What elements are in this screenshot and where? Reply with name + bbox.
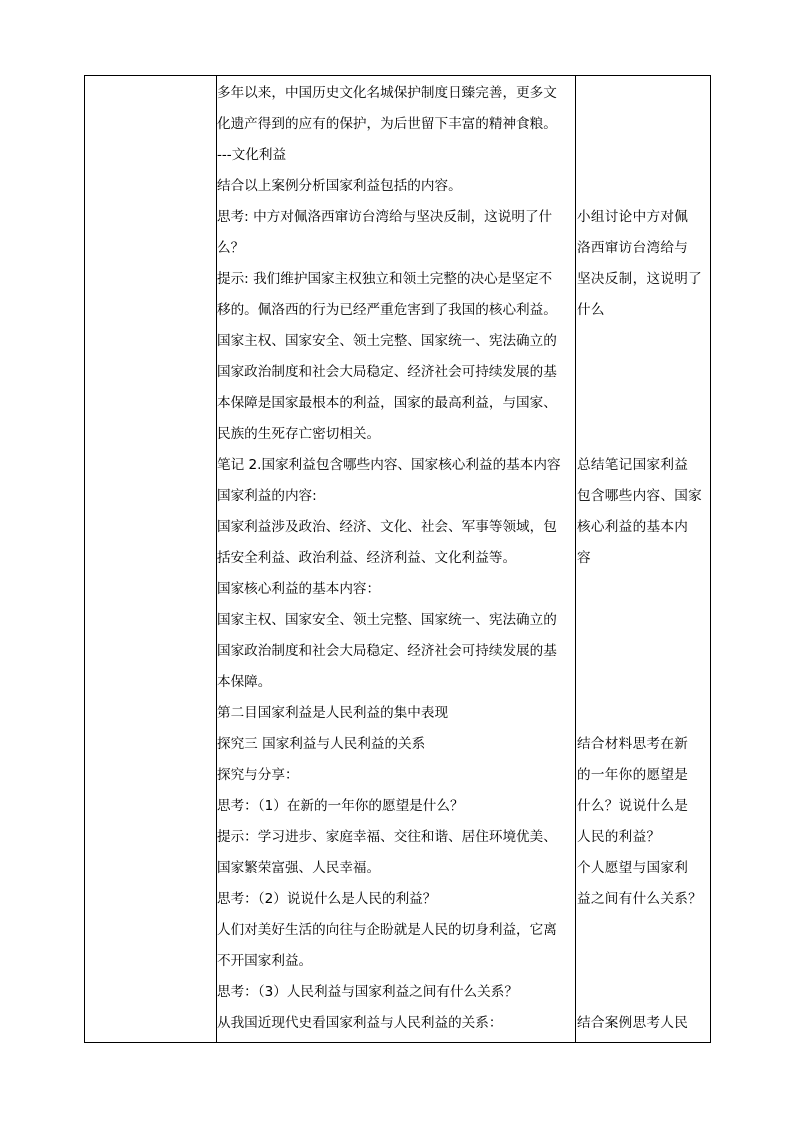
content-line: 化遗产得到的应有的保护，为后世留下丰富的精神食粮。 [217,116,557,132]
activity-line: 益之间有什么关系？ [577,891,703,907]
content-line: 不开国家利益。 [217,953,313,969]
content-line: 从我国近现代史看国家利益与人民利益的关系： [217,1015,503,1031]
content-line: 国家主权、国家安全、领土完整、国家统一、宪法确立的 [217,612,557,628]
content-line: 国家利益的内容: [217,488,317,504]
content-line: 么？ [217,240,245,256]
activity-line: 坚决反制，这说明了 [577,271,703,287]
content-line: 国家主权、国家安全、领土完整、国家统一、宪法确立的 [217,333,557,349]
content-line: 多年以来，中国历史文化名城保护制度日臻完善，更多文 [217,85,557,101]
activity-line: 总结笔记国家利益 [577,457,689,473]
content-line: 国家繁荣富强、人民幸福。 [217,860,381,876]
content-line: 国家政治制度和社会大局稳定、经济社会可持续发展的基 [217,643,557,659]
content-line: 民族的生死存亡密切相关。 [217,426,381,442]
content-line: 国家政治制度和社会大局稳定、经济社会可持续发展的基 [217,364,557,380]
content-line: 探究三 国家利益与人民利益的关系 [217,736,426,752]
lesson-table [84,75,711,1043]
content-line: 思考：（3）人民利益与国家利益之间有什么关系？ [217,984,518,1000]
activity-line: 的一年你的愿望是 [577,767,689,783]
student-activity-column [577,76,712,1042]
activity-line: 人民的利益？ [577,829,661,845]
content-line: 移的。佩洛西的行为已经严重危害到了我国的核心利益。 [217,302,557,318]
activity-line: 容 [577,550,591,566]
content-line: 思考: 中方对佩洛西窜访台湾给与坚决反制，这说明了什 [217,209,553,225]
content-line: 思考：（2）说说什么是人民的利益？ [217,891,437,907]
content-line: 括安全利益、政治利益、经济利益、文化利益等。 [217,550,517,566]
content-line: 本保障。 [217,674,272,690]
activity-line: 核心利益的基本内 [577,519,689,535]
column-divider-right [575,76,576,1042]
content-line: ---文化利益 [217,147,287,163]
activity-line: 什么 [577,302,605,318]
content-line: 本保障是国家最根本的利益，国家的最高利益，与国家、 [217,395,557,411]
content-line: 国家核心利益的基本内容： [217,581,381,597]
content-line: 笔记 2.国家利益包含哪些内容、国家核心利益的基本内容 [217,457,561,473]
content-line: 结合以上案例分析国家利益包括的内容。 [217,178,462,194]
content-line: 探究与分享： [217,767,299,783]
content-line: 第二目国家利益是人民利益的集中表现 [217,705,449,721]
content-line: 提示: 我们维护国家主权独立和领土完整的决心是坚定不 [217,271,553,287]
activity-line: 什么？说说什么是 [577,798,689,814]
activity-line: 洛西窜访台湾给与 [577,240,689,256]
activity-line: 小组讨论中方对佩 [577,209,689,225]
activity-line: 包含哪些内容、国家 [577,488,703,504]
teaching-content-column [217,76,573,1042]
activity-line: 结合案例思考人民 [577,1015,689,1031]
content-line: 提示：学习进步、家庭幸福、交往和谐、居住环境优美、 [217,829,557,845]
activity-line: 结合材料思考在新 [577,736,689,752]
content-line: 思考：（1）在新的一年你的愿望是什么？ [217,798,464,814]
activity-line: 个人愿望与国家利 [577,860,689,876]
content-line: 人们对美好生活的向往与企盼就是人民的切身利益，它离 [217,922,557,938]
content-line: 国家利益涉及政治、经济、文化、社会、军事等领域，包 [217,519,557,535]
